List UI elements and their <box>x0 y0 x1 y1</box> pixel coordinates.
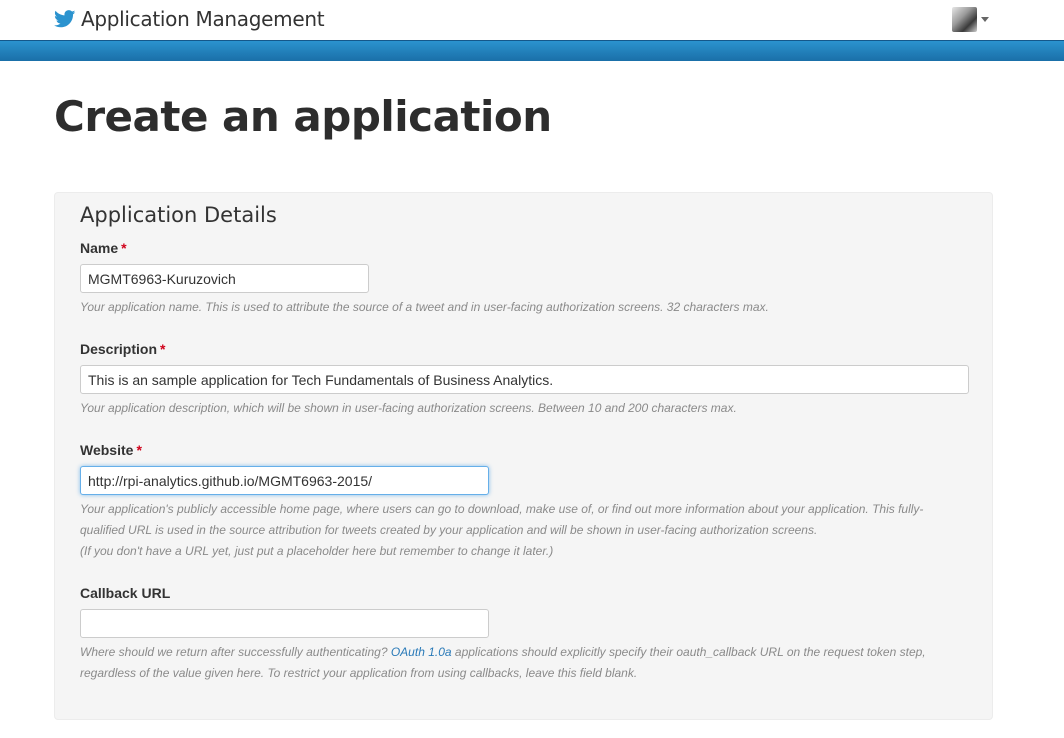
website-input[interactable] <box>80 466 489 495</box>
description-help: Your application description, which will be shown in user-facing authorization screens. Between 10 and 200 characters max. <box>80 401 737 415</box>
chevron-down-icon <box>981 17 989 22</box>
callback-help-pre: Where should we return after successfully authenticating? <box>80 645 388 659</box>
oauth-link[interactable]: OAuth 1.0a <box>390 645 452 659</box>
required-marker: * <box>136 442 142 458</box>
account-menu[interactable] <box>952 6 989 32</box>
header-stripe <box>0 40 1064 61</box>
top-navbar <box>0 0 1064 40</box>
name-label <box>80 240 127 256</box>
callback-help-line-2: regardless of the value given here. To restrict your application from using callbacks, leave this field blank. <box>80 666 638 680</box>
website-help-line-2: qualified URL is used in the source attribution for tweets created by your application and will be shown in user-facing authorization screens. <box>80 523 818 537</box>
brand-link[interactable] <box>54 6 324 32</box>
application-details-panel <box>54 192 993 720</box>
website-label <box>80 442 142 458</box>
callback-url-input[interactable] <box>80 609 489 638</box>
callback-url-label-text: Callback URL <box>80 585 171 601</box>
twitter-bird-icon <box>54 10 76 28</box>
user-avatar-icon <box>952 7 977 32</box>
app-title: Application Management <box>81 7 325 31</box>
description-label-text: Description <box>80 341 158 357</box>
description-label <box>80 341 165 357</box>
required-marker: * <box>121 240 127 256</box>
callback-url-label <box>80 585 170 601</box>
website-label-text: Website <box>80 442 134 458</box>
page-title: Create an application <box>54 92 552 141</box>
callback-help-post: applications should explicitly specify their oauth_callback URL on the request token step, <box>454 645 926 659</box>
description-input[interactable] <box>80 365 969 394</box>
name-input[interactable] <box>80 264 369 293</box>
name-label-text: Name <box>80 240 119 256</box>
website-help-line-1: Your application's publicly accessible home page, where users can go to download, make use of, or find out more information about your application. This fully- <box>80 502 924 516</box>
callback-help-line-1 <box>80 642 926 663</box>
section-title: Application Details <box>80 203 277 227</box>
website-help-line-3: (If you don't have a URL yet, just put a placeholder here but remember to change it later.) <box>80 544 554 558</box>
name-help: Your application name. This is used to attribute the source of a tweet and in user-facing authorization screens. 32 characters max. <box>80 300 769 314</box>
required-marker: * <box>160 341 166 357</box>
